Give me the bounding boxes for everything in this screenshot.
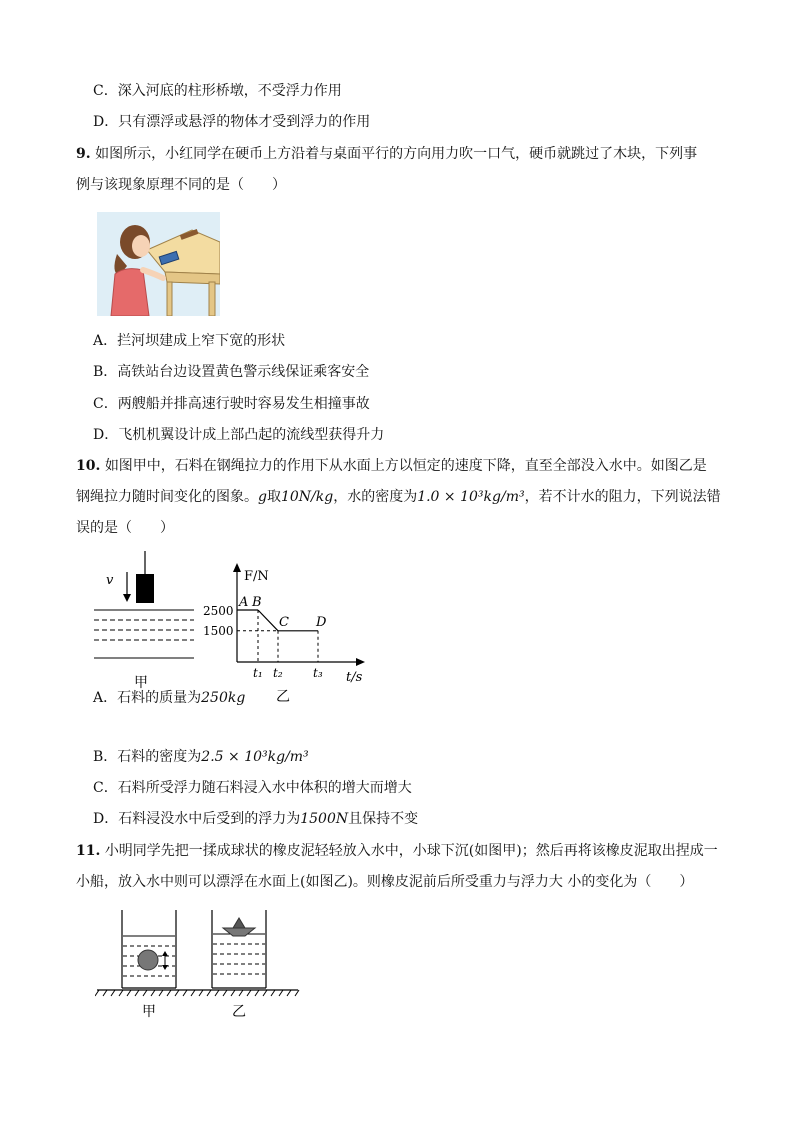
- q10-g-value: 10N/kg: [280, 489, 334, 505]
- q9-option-d: D．飞机机翼设计成上部凸起的流线型获得升力: [93, 427, 385, 443]
- q10-stem-line1: [76, 457, 707, 475]
- q10-tick-2500: 2500: [203, 604, 234, 618]
- q10-point-b: B: [252, 595, 262, 610]
- q10-option-a-value: 250kg: [201, 690, 246, 706]
- q10-stem-text2a: 钢绳拉力随时间变化的图象。: [76, 489, 258, 505]
- q10-point-a: A: [239, 595, 249, 610]
- q10-graph-segment-BC: [258, 610, 278, 631]
- q10-option-a-text: A．石料的质量为: [93, 690, 202, 706]
- q10-figure-jia: [90, 548, 200, 694]
- q10-option-d-value: 1500N: [300, 811, 349, 827]
- q10-tick-t1: t₁: [253, 666, 263, 680]
- q10-option-a: [93, 689, 245, 707]
- q10-stem-text2d: ，若不计水的阻力，下列说法错: [524, 489, 721, 505]
- q10-y-axis-arrow: [233, 563, 241, 572]
- q9-illustration: [97, 212, 220, 316]
- q10-option-c: C．石料所受浮力随石料浸入水中体积的增大而增大: [93, 780, 412, 796]
- q10-option-b: [93, 748, 309, 766]
- q9-option-b: B．高铁站台边设置黄色警示线保证乘客安全: [93, 364, 370, 380]
- q10-stem-line2: [76, 488, 721, 506]
- q11-figure: [95, 908, 300, 1024]
- q11-caption-jia: 甲: [142, 1004, 156, 1020]
- q10-caption-yi: 乙: [276, 689, 290, 705]
- q9-stem-text: 如图所示，小红同学在硬币上方沿着与桌面平行的方向用力吹一口气，硬币就跳过了木块，下列事: [95, 146, 698, 162]
- q9-option-a: A．拦河坝建成上窄下宽的形状: [93, 333, 286, 349]
- q10-stem-text2b: 取: [266, 489, 281, 505]
- q10-figure-yi: [200, 560, 370, 706]
- q10-stem-text: 如图甲中，石料在钢绳拉力的作用下从水面上方以恒定的速度下降，直至全部没入水中。如图乙是: [104, 458, 707, 474]
- q11-stem-line1: [76, 842, 718, 860]
- q10-velocity-label: v: [106, 573, 114, 588]
- q10-x-axis-label: t/s: [346, 670, 363, 685]
- q10-y-axis-label: F/N: [244, 569, 269, 584]
- q11-caption-yi: 乙: [232, 1004, 246, 1020]
- q10-stem-text2c: ，水的密度为: [333, 489, 418, 505]
- q10-caption-jia: 甲: [134, 675, 148, 691]
- q9-number: 9.: [76, 146, 91, 162]
- q9-stem-line2: 例与该现象原理不同的是（ ）: [76, 177, 286, 193]
- q10-option-b-value: 2.5 × 10³kg/m³: [201, 749, 309, 765]
- q10-option-d: [93, 810, 418, 828]
- q10-water-density: 1.0 × 10³kg/m³: [417, 489, 525, 505]
- q10-tick-t3: t₃: [313, 666, 323, 680]
- q10-tick-t2: t₂: [273, 666, 283, 680]
- q8-option-d: D．只有漂浮或悬浮的物体才受到浮力的作用: [93, 114, 371, 130]
- q11-stem-line2: 小船，放入水中则可以漂浮在水面上(如图乙)。则橡皮泥前后所受重力与浮力大 小的变化为（ ）: [76, 874, 694, 890]
- q10-number: 10.: [76, 458, 101, 474]
- q10-point-c: C: [279, 615, 289, 630]
- q10-option-d-text2: 且保持不变: [348, 811, 419, 827]
- q8-option-c: C．深入河底的柱形桥墩，不受浮力作用: [93, 83, 342, 99]
- q10-x-axis-arrow: [356, 658, 365, 666]
- q10-tick-1500: 1500: [203, 624, 234, 638]
- q10-stem-line3: 误的是（ ）: [76, 520, 174, 536]
- q10-option-b-text: B．石料的密度为: [93, 749, 202, 765]
- q10-option-d-text1: D．石料浸没水中后受到的浮力为: [93, 811, 301, 827]
- q9-option-c: C．两艘船并排高速行驶时容易发生相撞事故: [93, 396, 370, 412]
- q11-stem-text: 小明同学先把一揉成球状的橡皮泥轻轻放入水中，小球下沉(如图甲)；然后再将该橡皮泥取出捏成一: [104, 843, 718, 859]
- q11-number: 11.: [76, 843, 101, 859]
- q10-g-symbol: g: [258, 489, 267, 505]
- q10-point-d: D: [316, 615, 327, 630]
- q9-stem-line1: [76, 145, 697, 163]
